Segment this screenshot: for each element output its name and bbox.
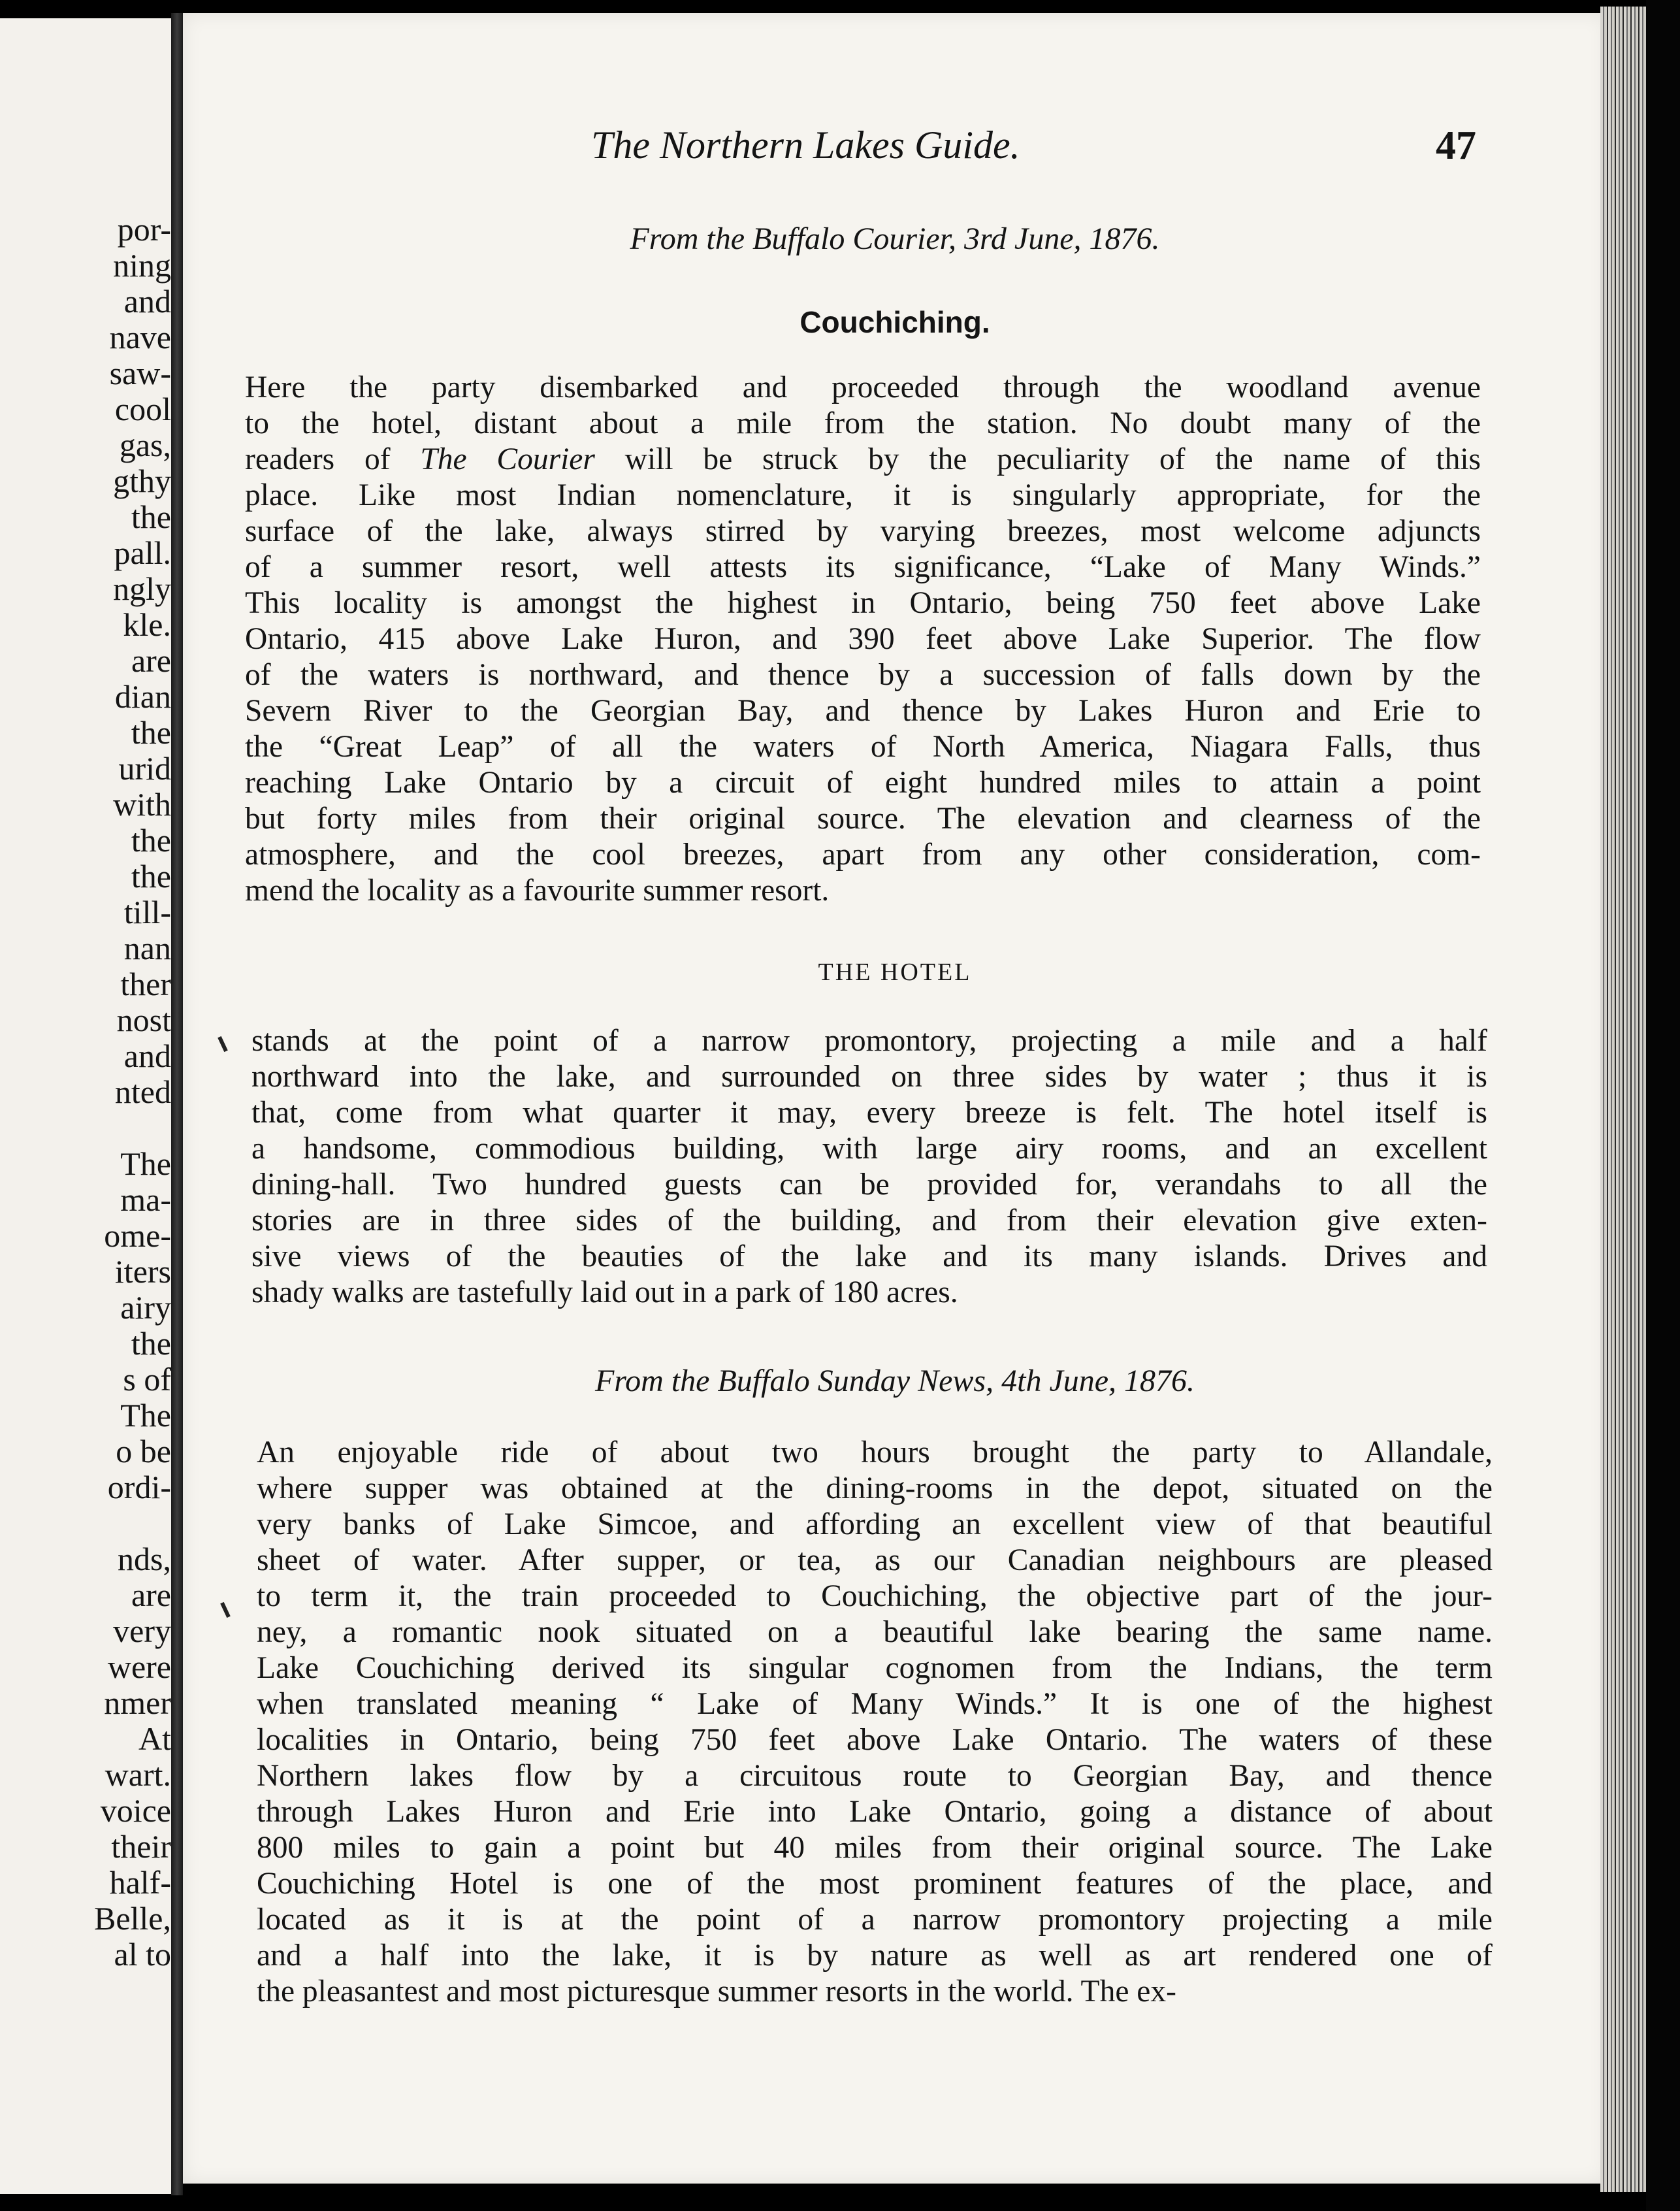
left-page-fragment: The <box>120 1145 171 1182</box>
text-line: and a half into the lake, it is by nature as well as art rendered one of <box>257 1939 1493 1973</box>
paragraph-buffalo-sunday-news <box>257 1435 1493 2010</box>
left-page-fragment: the <box>131 1325 171 1362</box>
left-page-fragment: the <box>131 714 171 751</box>
text-line: the “Great Leap” of all the waters of North America, Niagara Falls, thus <box>245 730 1481 764</box>
left-page-fragment: iters <box>114 1253 171 1290</box>
left-page-fragment: were <box>107 1648 171 1685</box>
text-line: where supper was obtained at the dining-rooms in the depot, situated on the <box>257 1471 1493 1505</box>
left-page-fragment: kle. <box>123 606 171 643</box>
text-line: Ontario, 415 above Lake Huron, and 390 feet above Lake Superior. The flow <box>245 622 1481 656</box>
left-page-fragment <box>94 1505 171 1541</box>
source-line-buffalo-courier: From the Buffalo Courier, 3rd June, 1876. <box>630 221 1160 256</box>
running-title: The Northern Lakes Guide. <box>591 123 1020 167</box>
text-line: An enjoyable ride of about two hours brought the party to Allandale, <box>257 1435 1493 1469</box>
text-line: mend the locality as a favourite summer resort. <box>245 874 830 908</box>
section-heading: Couchiching. <box>800 305 990 339</box>
text-line: sive views of the beauties of the lake and its many islands. Drives and <box>251 1239 1487 1273</box>
text-line: northward into the lake, and surrounded on three sides by water ; thus it is <box>251 1060 1487 1094</box>
left-page-fragment: their <box>111 1828 171 1865</box>
book-gutter <box>171 13 183 2195</box>
left-page-fragment: the <box>131 858 171 894</box>
text-line: but forty miles from their original source. The elevation and clearness of the <box>245 802 1481 836</box>
left-page-fragment: Belle, <box>93 1900 171 1937</box>
left-page-fragment: and <box>123 1038 171 1074</box>
subheading-the-hotel: THE HOTEL <box>818 958 972 986</box>
left-page-fragment: At <box>138 1720 171 1757</box>
paragraph-the-hotel <box>251 1023 1487 1311</box>
left-page-fragment: nds, <box>118 1541 171 1577</box>
left-page-fragment: with <box>113 786 171 823</box>
left-page-fragment <box>94 1110 171 1146</box>
text-line: place. Like most Indian nomenclature, it is singularly appropriate, for the <box>245 478 1481 512</box>
left-page-fragment: nted <box>114 1073 171 1110</box>
text-line: of the waters is northward, and thence by a succession of falls down by the <box>245 658 1481 692</box>
left-facing-page <box>0 18 176 2194</box>
left-page-fragment: gas, <box>119 427 171 463</box>
left-page-fragment: The <box>120 1397 171 1433</box>
left-page-fragment: saw- <box>109 355 171 391</box>
left-page-fragment: por- <box>117 211 171 248</box>
left-page-fragment: airy <box>120 1289 171 1326</box>
text-line: Lake Couchiching derived its singular cognomen from the Indians, the term <box>257 1651 1493 1685</box>
text-line: Couchiching Hotel is one of the most prominent features of the place, and <box>257 1867 1493 1901</box>
text-line: shady walks are tastefully laid out in a park of 180 acres. <box>251 1275 958 1309</box>
text-line: a handsome, commodious building, with large airy rooms, and an excellent <box>251 1132 1487 1166</box>
left-page-fragment: half- <box>109 1864 171 1901</box>
left-page-fragment: the <box>131 499 171 535</box>
left-page-fragment: ning <box>113 247 171 284</box>
page-edges <box>1600 7 1646 2192</box>
left-page-fragment: dian <box>114 678 171 715</box>
text-line: when translated meaning “ Lake of Many Winds.” It is one of the highest <box>257 1687 1493 1721</box>
left-page-fragment: nost <box>116 1002 171 1038</box>
text-line: to the hotel, distant about a mile from the station. No doubt many of the <box>245 406 1481 440</box>
left-page-fragment: and <box>123 283 171 319</box>
left-page-fragment: pall. <box>114 534 171 571</box>
text-line: of a summer resort, well attests its significance, “Lake of Many Winds.” <box>245 550 1481 584</box>
left-page-fragment: ngly <box>113 570 171 607</box>
text-line: surface of the lake, always stirred by varying breezes, most welcome adjuncts <box>245 514 1481 548</box>
text-line: atmosphere, and the cool breezes, apart from any other consideration, com- <box>245 838 1481 872</box>
left-page-fragment: are <box>131 642 171 679</box>
text-line: through Lakes Huron and Erie into Lake Ontario, going a distance of about <box>257 1795 1493 1829</box>
paragraph-couchiching <box>245 370 1481 909</box>
left-page-fragment: very <box>113 1613 171 1649</box>
text-line: the pleasantest and most picturesque summer resorts in the world. The ex- <box>257 1974 1176 2008</box>
left-page-fragment: ma- <box>120 1181 171 1218</box>
left-page-fragment: ome- <box>104 1217 171 1254</box>
left-page-fragment: ordi- <box>107 1469 171 1505</box>
text-line: Here the party disembarked and proceeded through the woodland avenue <box>245 370 1481 404</box>
left-page-fragment: the <box>131 822 171 859</box>
left-page-fragment: nmer <box>104 1684 171 1721</box>
text-line: stories are in three sides of the building, and from their elevation give exten- <box>251 1204 1487 1237</box>
scan-border <box>1646 0 1680 2211</box>
left-page-fragment: gthy <box>113 463 171 499</box>
text-line: Severn River to the Georgian Bay, and thence by Lakes Huron and Erie to <box>245 694 1481 728</box>
left-page-fragment: s of <box>123 1361 171 1398</box>
left-page-fragment: ther <box>120 966 171 1002</box>
text-line: readers of The Courier will be struck by the peculiarity of the name of this <box>245 442 1481 476</box>
left-page-fragment: nan <box>123 930 171 966</box>
text-line: ney, a romantic nook situated on a beautiful lake bearing the same name. <box>257 1615 1493 1649</box>
left-page-fragment: till- <box>123 894 171 930</box>
left-page-fragment: cool <box>114 391 171 427</box>
left-page-fragment: wart. <box>105 1756 171 1793</box>
text-line: 800 miles to gain a point but 40 miles from their original source. The Lake <box>257 1831 1493 1865</box>
text-line: localities in Ontario, being 750 feet above Lake Ontario. The waters of these <box>257 1723 1493 1757</box>
left-page-fragment: urid <box>118 750 171 787</box>
running-head <box>591 123 1476 175</box>
text-line: stands at the point of a narrow promontory, projecting a mile and a half <box>251 1024 1487 1058</box>
text-line: Northern lakes flow by a circuitous route to Georgian Bay, and thence <box>257 1759 1493 1793</box>
text-line: This locality is amongst the highest in Ontario, being 750 feet above Lake <box>245 586 1481 620</box>
text-line: located as it is at the point of a narrow promontory projecting a mile <box>257 1903 1493 1937</box>
page-number: 47 <box>1436 123 1476 168</box>
text-line: dining-hall. Two hundred guests can be provided for, verandahs to all the <box>251 1168 1487 1202</box>
left-page-fragment: nave <box>109 319 171 355</box>
text-line: very banks of Lake Simcoe, and affording an excellent view of that beautiful <box>257 1507 1493 1541</box>
left-page-fragment: are <box>131 1577 171 1613</box>
left-page-fragment: voice <box>100 1792 171 1829</box>
left-page-fragment: al to <box>114 1936 171 1973</box>
text-line: reaching Lake Ontario by a circuit of eight hundred miles to attain a point <box>245 766 1481 800</box>
left-page-fragment: o be <box>116 1433 171 1469</box>
text-line: sheet of water. After supper, or tea, as our Canadian neighbours are pleased <box>257 1543 1493 1577</box>
source-line-buffalo-sunday-news: From the Buffalo Sunday News, 4th June, 1876. <box>594 1364 1195 1398</box>
left-page-text-fragments <box>94 212 171 1973</box>
text-line: that, come from what quarter it may, every breeze is felt. The hotel itself is <box>251 1096 1487 1130</box>
text-line: to term it, the train proceeded to Couchiching, the objective part of the jour- <box>257 1579 1493 1613</box>
